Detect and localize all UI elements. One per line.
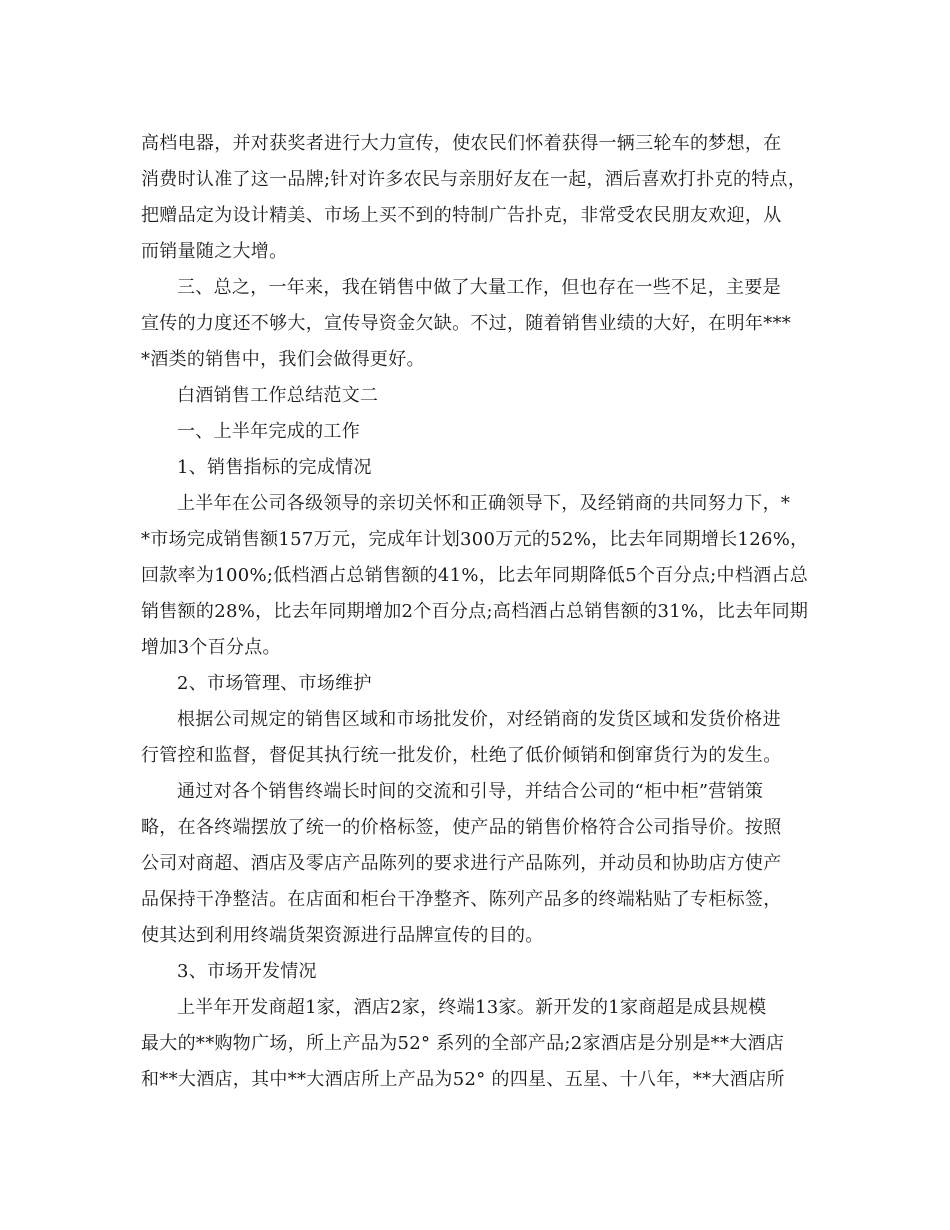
text-line: *酒类的销售中，我们会做得更好。	[141, 349, 425, 370]
text-line: 最大的**购物广场，所上产品为52° 系列的全部产品;2家酒店是分别是**大酒店	[141, 1033, 785, 1054]
subsection-heading: 2、市场管理、市场维护	[177, 673, 372, 694]
text-line: 和**大酒店，其中**大酒店所上产品为52° 的四星、五星、十八年，**大酒店所	[141, 1069, 785, 1090]
text-line: 宣传的力度还不够大，宣传导资金欠缺。不过，随着销售业绩的大好，在明年***	[141, 313, 792, 334]
text-line: 通过对各个销售终端长时间的交流和引导，并结合公司的“柜中柜”营销策	[177, 781, 764, 802]
text-line: 上半年开发商超1家，酒店2家，终端13家。新开发的1家商超是成县规模	[177, 997, 767, 1018]
text-line: 而销量随之大增。	[141, 241, 288, 262]
text-line: 消费时认准了这一品牌;针对许多农民与亲朋好友在一起，酒后喜欢打扑克的特点，	[141, 169, 807, 190]
text-line: 高档电器，并对获奖者进行大力宣传，使农民们怀着获得一辆三轮车的梦想，在	[141, 133, 782, 154]
text-line: 行管控和监督，督促其执行统一批发价，杜绝了低价倾销和倒窜货行为的发生。	[141, 745, 782, 766]
text-line: 回款率为100%;低档酒占总销售额的41%，比去年同期降低5个百分点;中档酒占总	[141, 565, 809, 586]
text-line: 增加3个百分点。	[141, 637, 281, 658]
text-line: 品保持干净整洁。在店面和柜台干净整齐、陈列产品多的终端粘贴了专柜标签，	[141, 889, 782, 910]
text-line: *市场完成销售额157万元，完成年计划300万元的52%，比去年同期增长126%，	[141, 529, 809, 550]
text-line: 略，在各终端摆放了统一的价格标签，使产品的销售价格符合公司指导价。按照	[141, 817, 782, 838]
subsection-heading: 3、市场开发情况	[177, 961, 317, 982]
section-heading: 白酒销售工作总结范文二	[177, 385, 379, 406]
subsection-heading: 1、销售指标的完成情况	[177, 457, 372, 478]
text-line: 公司对商超、酒店及零店产品陈列的要求进行产品陈列，并动员和协助店方使产	[141, 853, 782, 874]
text-line: 把赠品定为设计精美、市场上买不到的特制广告扑克，非常受农民朋友欢迎，从	[141, 205, 782, 226]
text-line: 销售额的28%，比去年同期增加2个百分点;高档酒占总销售额的31%，比去年同期	[141, 601, 809, 622]
text-line: 使其达到利用终端货架资源进行品牌宣传的目的。	[141, 925, 544, 946]
text-line: 上半年在公司各级领导的亲切关怀和正确领导下，及经销商的共同努力下，*	[177, 493, 791, 514]
text-line: 三、总之，一年来，我在销售中做了大量工作，但也存在一些不足，主要是	[177, 277, 781, 298]
section-heading: 一、上半年完成的工作	[177, 421, 360, 442]
text-line: 根据公司规定的销售区域和市场批发价，对经销商的发货区域和发货价格进	[177, 709, 781, 730]
